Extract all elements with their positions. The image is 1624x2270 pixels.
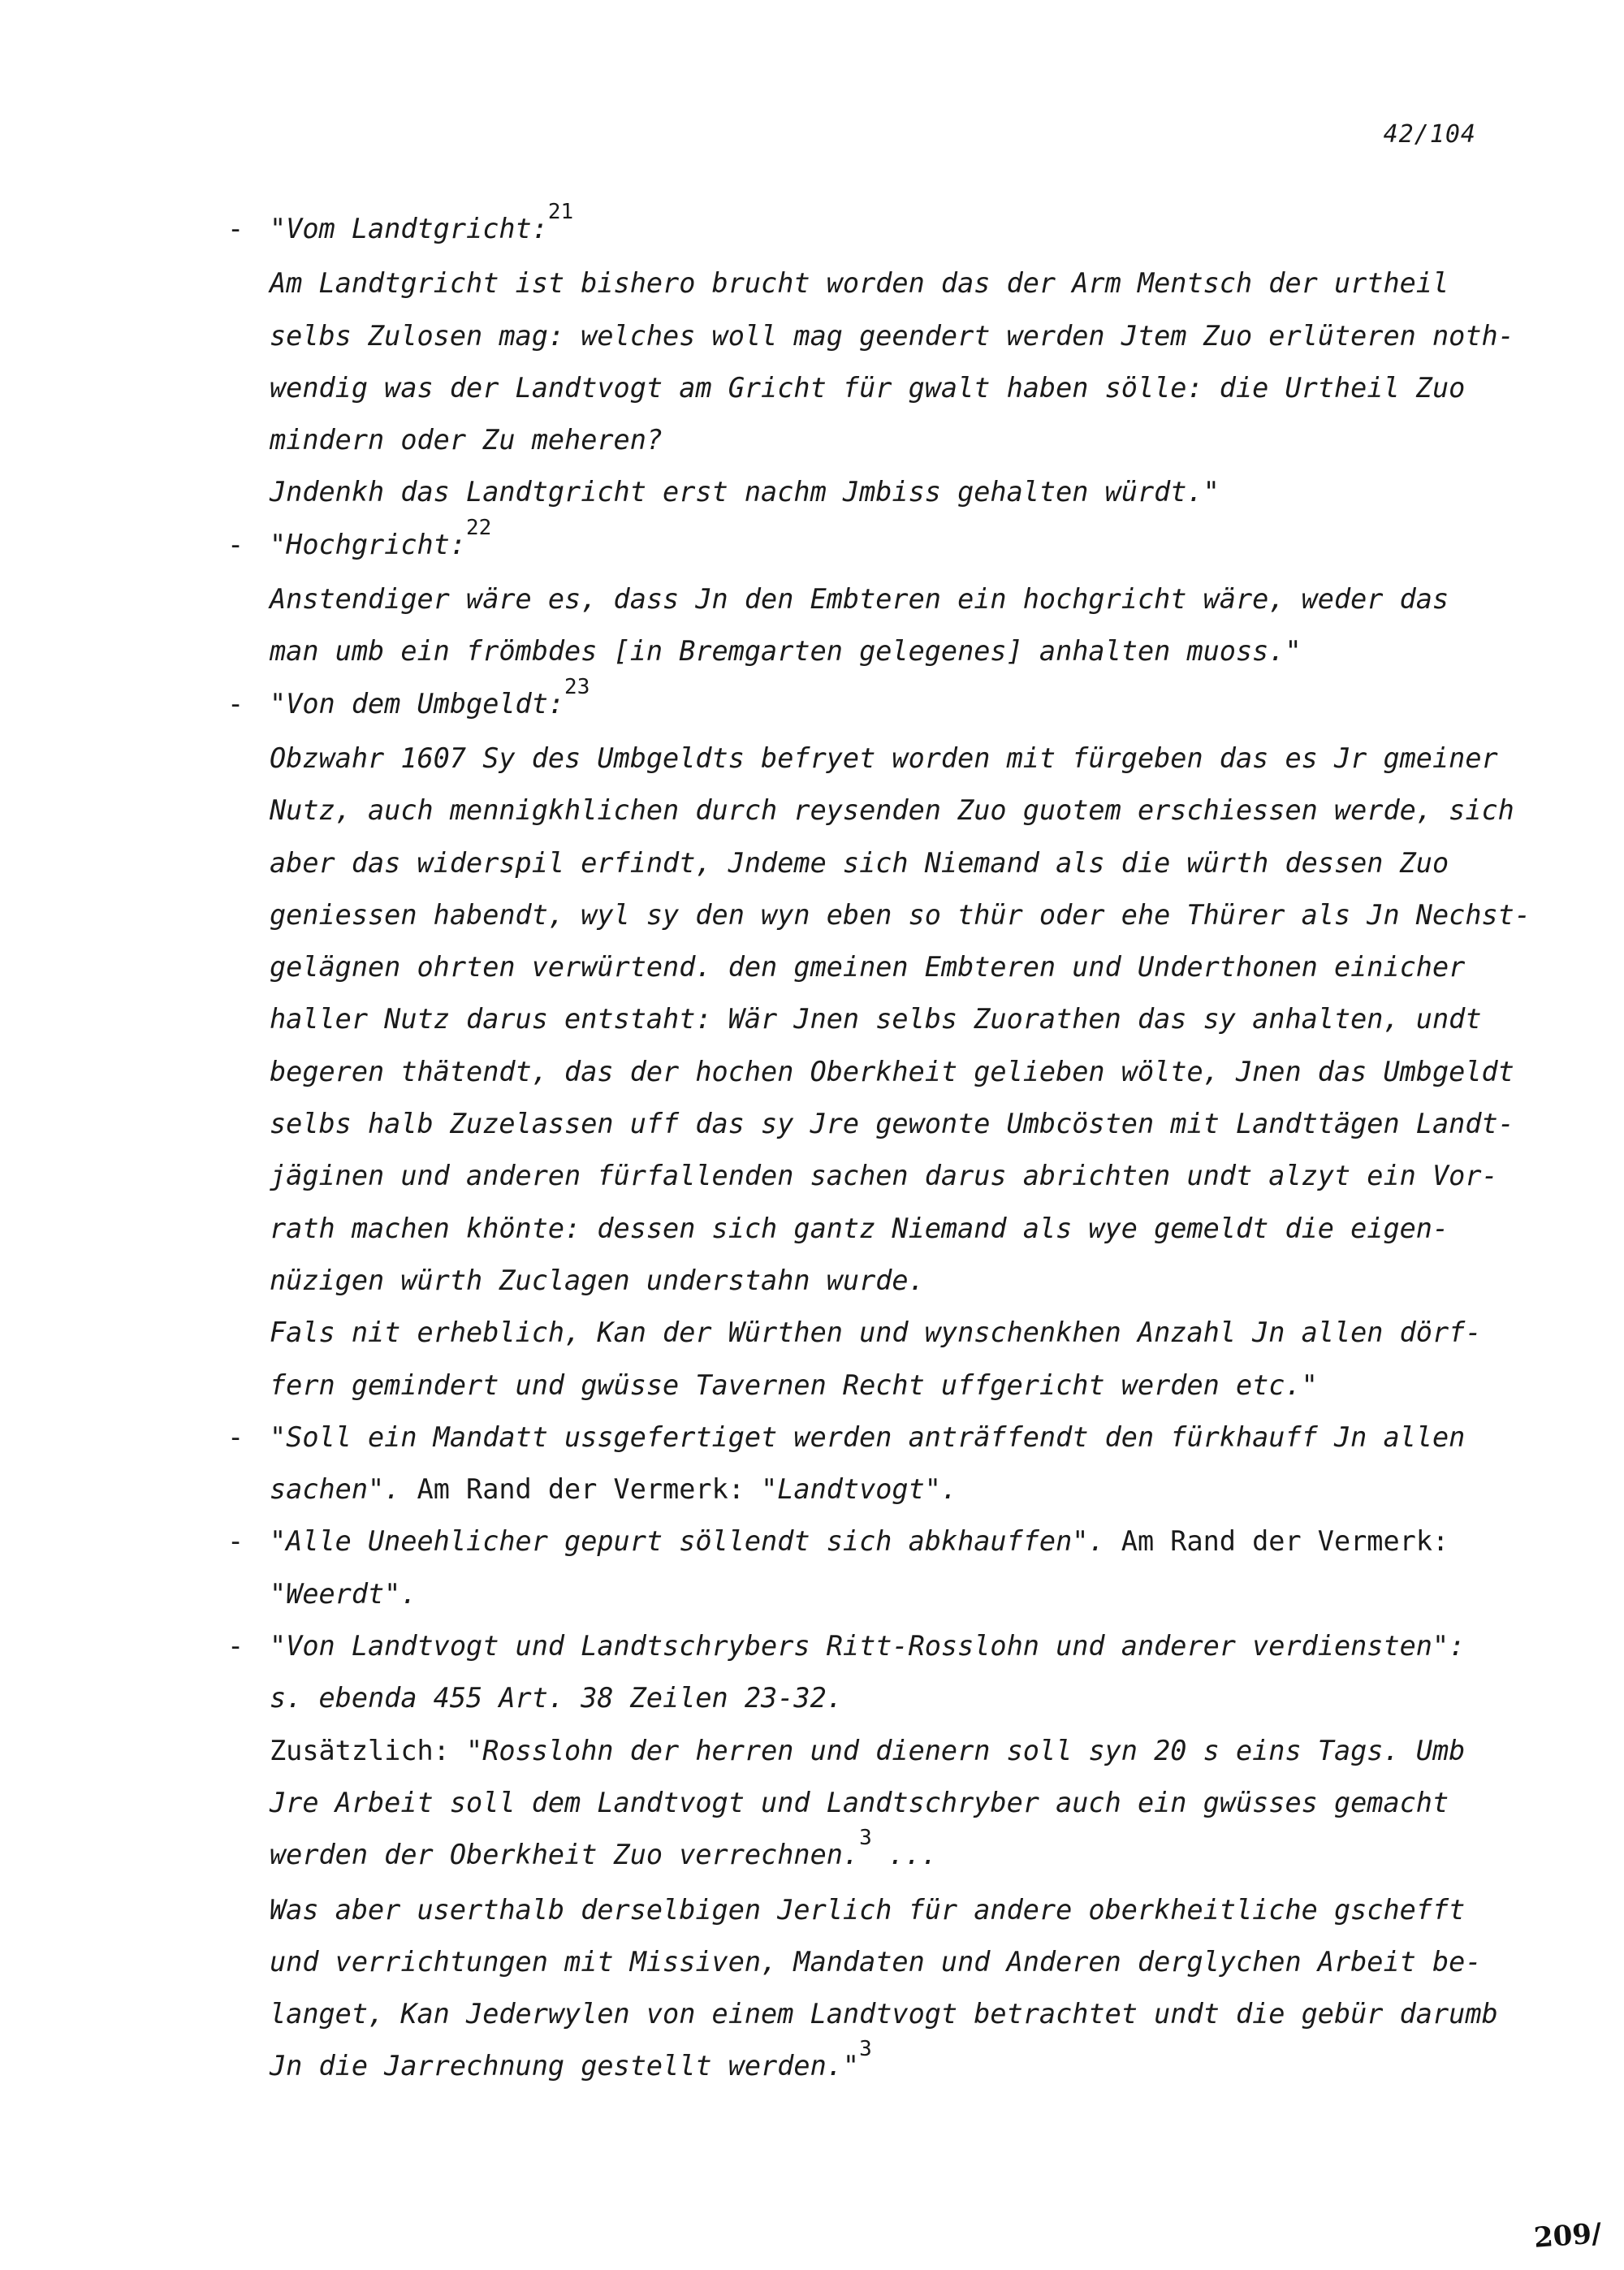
text-line: Nutz, auch mennigkhlichen durch reysenden Zuo guotem erschiessen werde, sich xyxy=(270,794,1514,827)
text-line: gelägnen ohrten verwürtend. den gmeinen Embteren und Underthonen einicher xyxy=(270,951,1466,984)
editor-note: Zusätzlich: xyxy=(270,1734,450,1766)
text-line: Jre Arbeit soll dem Landtvogt und Landtschryber auch ein gwüsses gemacht xyxy=(270,1786,1449,1818)
text-line xyxy=(270,200,1527,257)
text-line: Fals nit erheblich, Kan der Würthen und wynschenkhen Anzahl Jn allen dörf- xyxy=(270,1317,1482,1349)
entry-heading: "Von dem Umbgeldt: xyxy=(270,687,565,720)
text-line xyxy=(270,1826,1527,1883)
text-line xyxy=(270,515,1527,573)
quote-text: werden der Oberkheit Zuo verrechnen. xyxy=(270,1839,860,1871)
quote-text: "Alle Uneehlicher gepurt söllendt sich abkhauffen". xyxy=(270,1525,1105,1558)
text-line: wendig was der Landtvogt am Gricht für gwalt haben sölle: die Urtheil Zuo xyxy=(270,371,1466,404)
entry-landtgricht xyxy=(227,200,1527,519)
text-line: Jndenkh das Landtgricht erst nachm Jmbiss gehalten würdt." xyxy=(270,476,1220,508)
ellipsis: ... xyxy=(888,1839,938,1871)
text-line xyxy=(270,1725,1527,1777)
text-line: - "Soll ein Mandatt ussgefertiget werden anträffendt den fürkhauff Jn allen xyxy=(270,1420,1466,1453)
quote-text: "Rosslohn der herren und dienern soll syn 20 s eins Tags. Umb xyxy=(466,1734,1466,1766)
footnote-ref: 23 xyxy=(564,674,590,699)
editor-note: Am Rand der Vermerk: xyxy=(417,1473,745,1506)
text-line: - "Von Landtvogt und Landtschrybers Ritt-Rosslohn und anderer verdiensten": xyxy=(270,1630,1466,1663)
entry-heading: "Hochgricht: xyxy=(270,528,467,560)
entry-hochgricht xyxy=(227,515,1527,678)
quote-text: Jn die Jarrechnung gestellt werden." xyxy=(270,2050,860,2082)
text-line: s. ebenda 455 Art. 38 Zeilen 23-32. xyxy=(270,1682,843,1714)
text-line: selbs halb Zuzelassen uff das sy Jre gewonte Umbcösten mit Landttägen Landt- xyxy=(270,1108,1514,1140)
quote-text: sachen". xyxy=(270,1473,401,1506)
quote-text: "Landtvogt". xyxy=(761,1473,958,1506)
text-line: rath machen khönte: dessen sich gantz Niemand als wye gemeldt die eigen- xyxy=(270,1212,1449,1244)
footnote-ref: 22 xyxy=(466,515,492,540)
handwritten-page-mark: 209/ xyxy=(1532,2217,1603,2255)
text-line xyxy=(270,674,1527,733)
text-line: Was aber userthalb derselbigen Jerlich für andere oberkheitliche gschefft xyxy=(270,1893,1466,1926)
text-line xyxy=(270,1515,1527,1567)
entry-uneehlicher xyxy=(227,1515,1527,1620)
text-line: haller Nutz darus entstaht: Wär Jnen selbs Zuorathen das sy anhalten, undt xyxy=(270,1003,1482,1036)
footnote-ref: 3 xyxy=(859,2037,872,2062)
text-line: man umb ein frömbdes [in Bremgarten gelegenes] anhalten muoss." xyxy=(270,635,1302,668)
text-line xyxy=(270,2037,1527,2095)
entry-rosslohn xyxy=(227,1620,1527,2095)
text-line xyxy=(270,1464,1527,1515)
text-line: und verrichtungen mit Missiven, Mandaten und Anderen derglychen Arbeit be- xyxy=(270,1945,1482,1978)
entry-umbgeldt xyxy=(227,674,1531,1412)
page-number: 42/104 xyxy=(1383,120,1476,149)
editor-note: Am Rand der Vermerk: xyxy=(1121,1525,1449,1558)
entry-mandatt xyxy=(227,1412,1527,1516)
text-line: Obzwahr 1607 Sy des Umbgeldts befryet worden mit fürgeben das es Jr gmeiner xyxy=(270,742,1498,774)
text-line: fern gemindert und gwüsse Tavernen Recht uffgericht werden etc." xyxy=(270,1368,1318,1401)
text-line: nüzigen würth Zuclagen understahn wurde. xyxy=(270,1264,925,1296)
text-line: begeren thätendt, das der hochen Oberkheit gelieben wölte, Jnen das Umbgeldt xyxy=(270,1055,1514,1087)
text-line: selbs Zulosen mag: welches woll mag geendert werden Jtem Zuo erlüteren noth- xyxy=(270,319,1514,352)
entry-heading: "Vom Landtgricht: xyxy=(270,213,548,244)
text-line: Anstendiger wäre es, dass Jn den Embteren ein hochgricht wäre, weder das xyxy=(270,583,1449,616)
footnote-ref: 3 xyxy=(859,1826,872,1851)
text-line: jäginen und anderen fürfallenden sachen darus abrichten undt alzyt ein Vor- xyxy=(270,1160,1498,1192)
text-line: geniessen habendt, wyl sy den wyn eben so thür oder ehe Thürer als Jn Nechst- xyxy=(270,898,1531,931)
text-line: langet, Kan Jederwylen von einem Landtvogt betrachtet undt die gebür darumb xyxy=(270,1998,1498,2030)
text-line: aber das widerspil erfindt, Jndeme sich Niemand als die würth dessen Zuo xyxy=(270,846,1449,879)
text-line: mindern oder Zu meheren? xyxy=(270,424,663,456)
document-body xyxy=(227,200,1531,2095)
text-line: Am Landtgricht ist bishero brucht worden das der Arm Mentsch der urtheil xyxy=(270,267,1449,300)
text-line: "Weerdt". xyxy=(270,1577,417,1610)
footnote-ref: 21 xyxy=(547,200,574,224)
